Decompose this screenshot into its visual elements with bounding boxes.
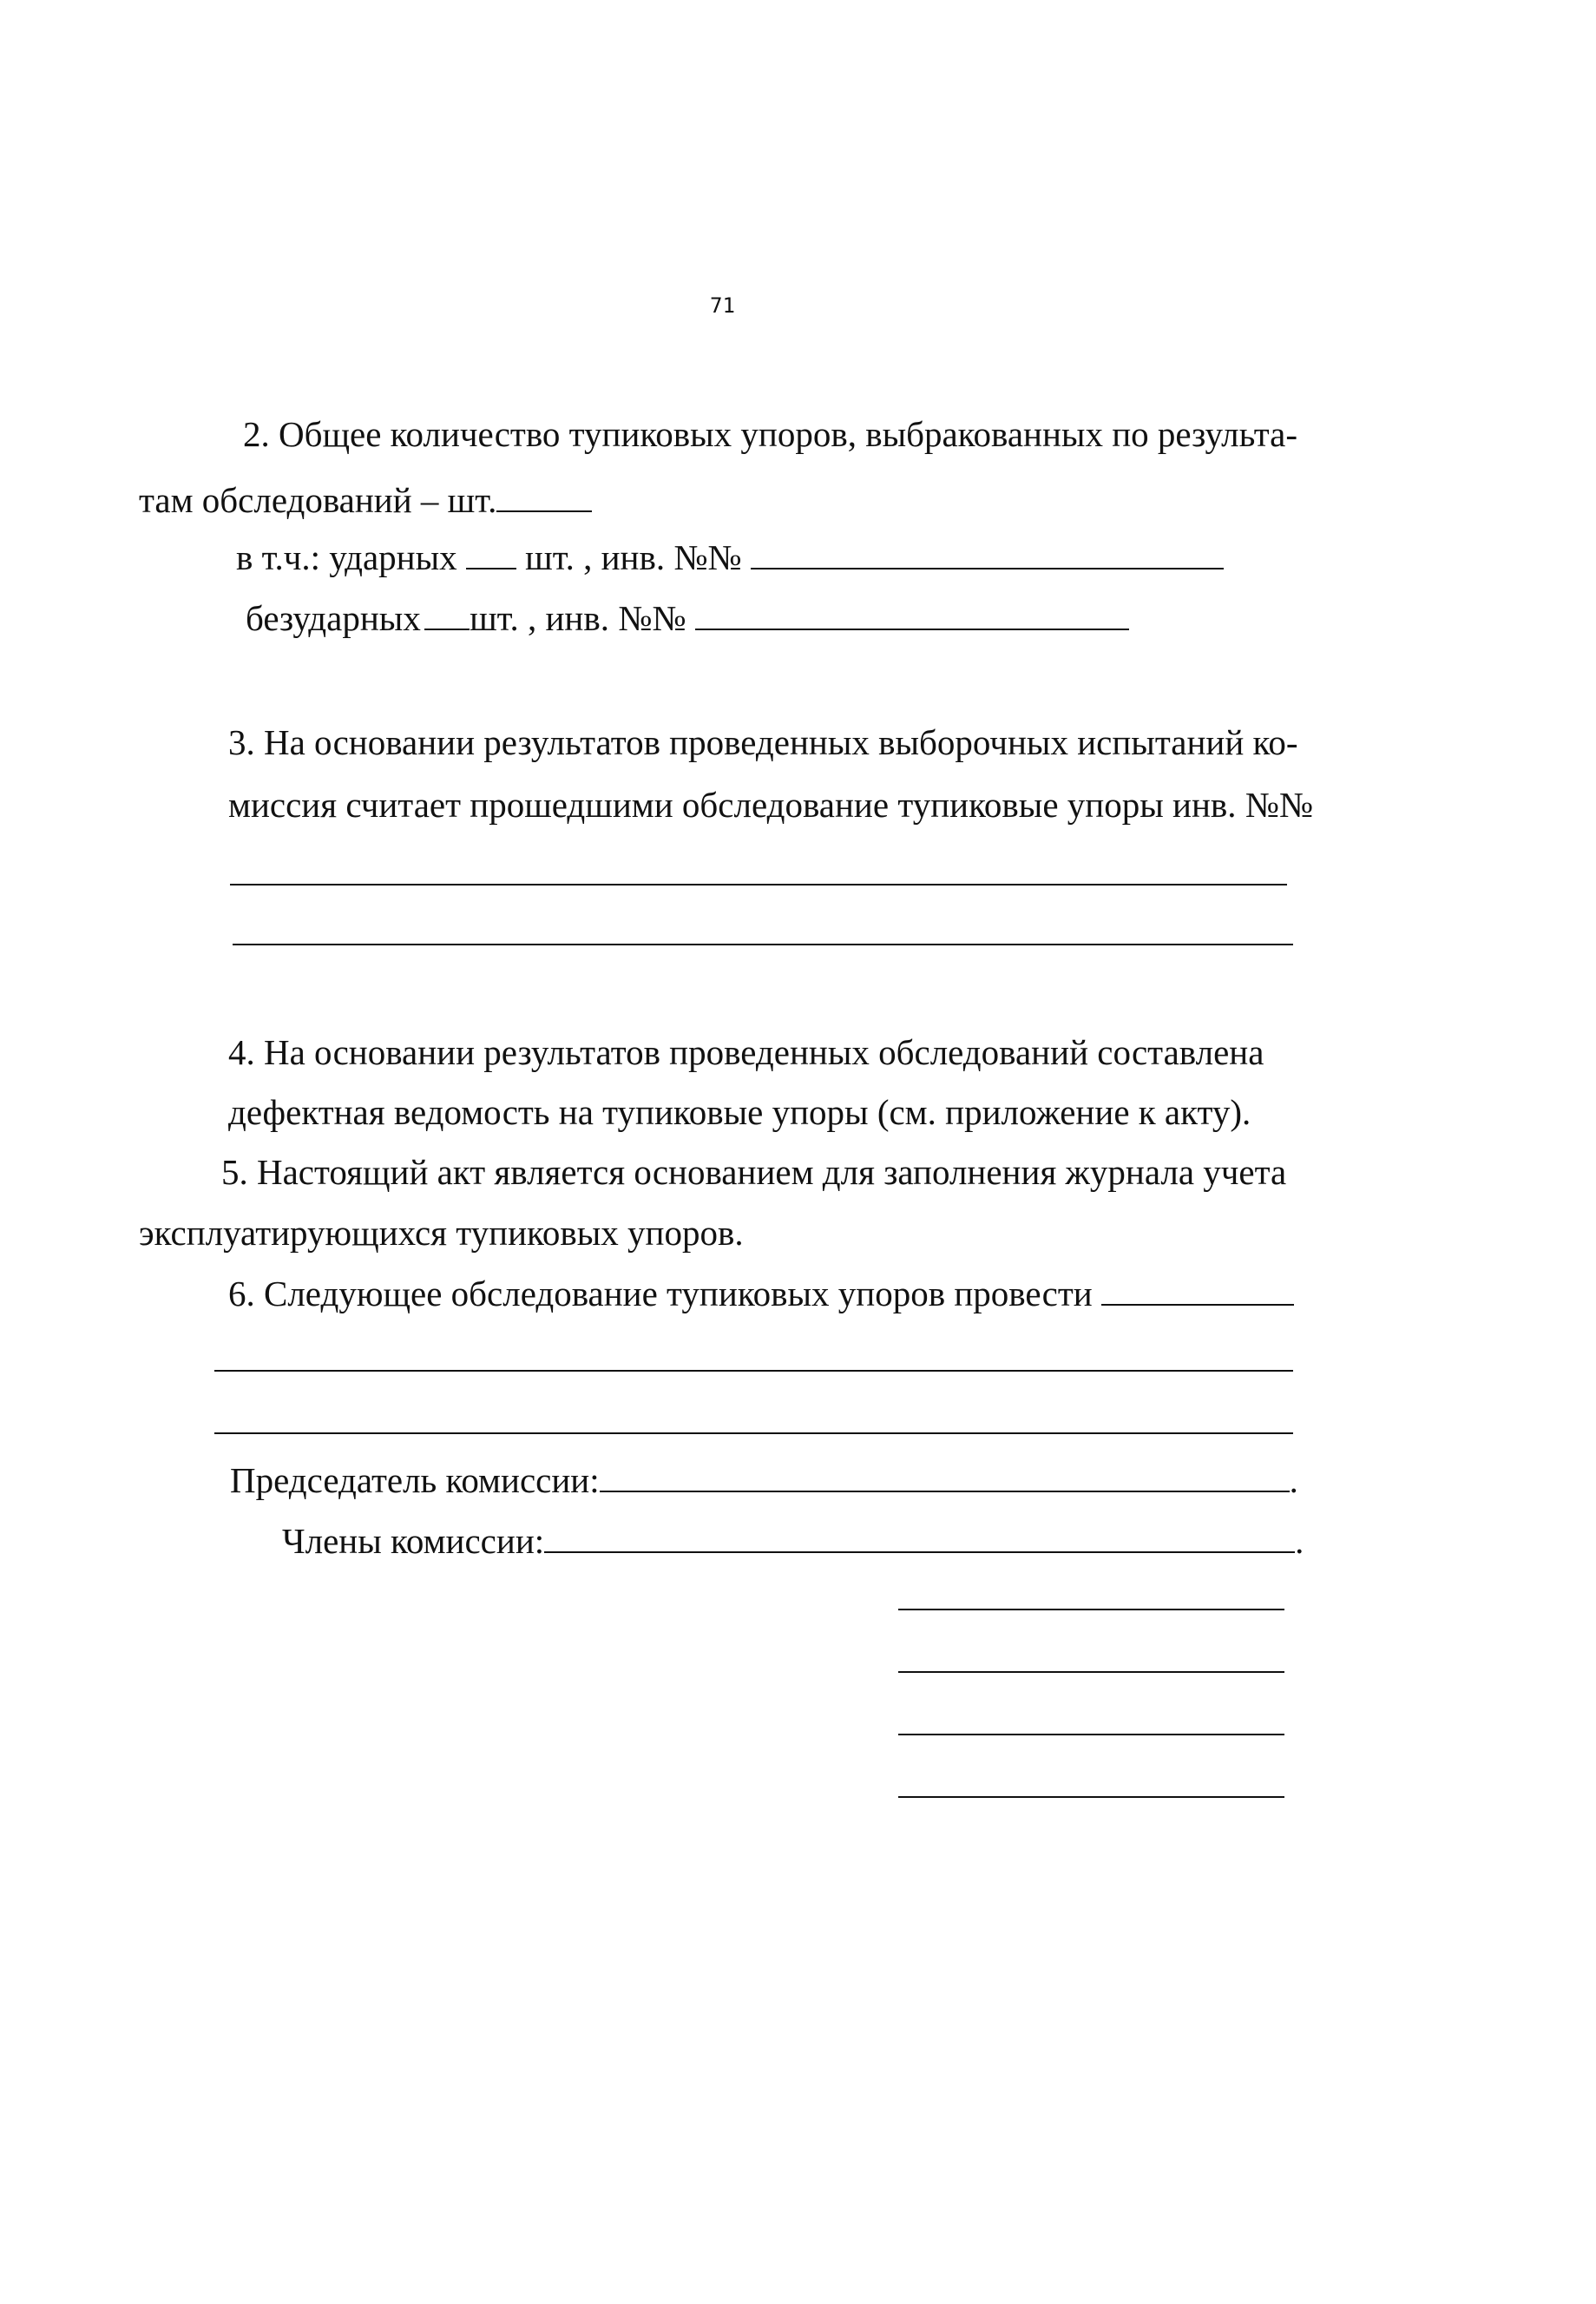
- members-end-mark: .: [1295, 1521, 1304, 1561]
- shock-mid: шт. , инв. №№: [525, 537, 742, 577]
- item6-blank-line-1[interactable]: [214, 1370, 1293, 1372]
- chairman-end-mark: .: [1289, 1460, 1298, 1500]
- item4-line1: 4. На основании результатов проведенных обследований составлена: [228, 1032, 1264, 1072]
- member-signature-line-2[interactable]: [898, 1671, 1284, 1673]
- item2-line2: там обследований – шт.: [139, 480, 497, 520]
- item3-line2: миссия считает прошедшими обследование тупиковые упоры инв. №№: [228, 785, 1313, 825]
- shock-inv-blank[interactable]: [751, 542, 1224, 569]
- item3-blank-line-2[interactable]: [233, 944, 1293, 945]
- member-signature-line-4[interactable]: [898, 1796, 1284, 1798]
- item5-line1: 5. Настоящий акт является основанием для заполнения журнала учета: [221, 1152, 1287, 1192]
- item2-line1: 2. Общее количество тупиковых упоров, выбракованных по результа-: [243, 414, 1298, 454]
- item4-line2: дефектная ведомость на тупиковые упоры (см. приложение к акту).: [228, 1092, 1251, 1132]
- item5-line2: эксплуатирующихся тупиковых упоров.: [139, 1213, 744, 1253]
- item6-blank-line-2[interactable]: [214, 1432, 1293, 1434]
- chairman-row: [230, 1460, 1298, 1500]
- item6-row: [228, 1276, 1294, 1312]
- nonshock-label: безударных: [246, 598, 421, 638]
- item3-blank-line-1[interactable]: [230, 884, 1287, 885]
- shock-count-blank[interactable]: [466, 542, 516, 569]
- members-signature-blank[interactable]: [544, 1525, 1295, 1553]
- next-inspection-blank[interactable]: [1101, 1278, 1294, 1306]
- nonshock-count-blank[interactable]: [424, 602, 470, 630]
- total-count-blank[interactable]: [496, 484, 592, 512]
- chairman-label: Председатель комиссии:: [230, 1460, 600, 1500]
- members-row: [282, 1521, 1304, 1561]
- page-number: 71: [710, 293, 735, 318]
- nonshock-mid: шт. , инв. №№: [470, 598, 686, 638]
- chairman-signature-blank[interactable]: [600, 1465, 1290, 1492]
- item6-line1: 6. Следующее обследование тупиковых упоров провести: [228, 1274, 1093, 1313]
- shock-label: в т.ч.: ударных: [236, 537, 457, 577]
- item2-line2-wrap: [139, 480, 592, 520]
- member-signature-line-3[interactable]: [898, 1734, 1284, 1735]
- item2-shock-row: [236, 537, 1224, 577]
- member-signature-line-1[interactable]: [898, 1609, 1284, 1610]
- item2-nonshock-row: [246, 598, 1129, 638]
- item3-line1: 3. На основании результатов проведенных выборочных испытаний ко-: [228, 722, 1298, 762]
- members-label: Члены комиссии:: [282, 1521, 545, 1561]
- nonshock-inv-blank[interactable]: [695, 602, 1129, 630]
